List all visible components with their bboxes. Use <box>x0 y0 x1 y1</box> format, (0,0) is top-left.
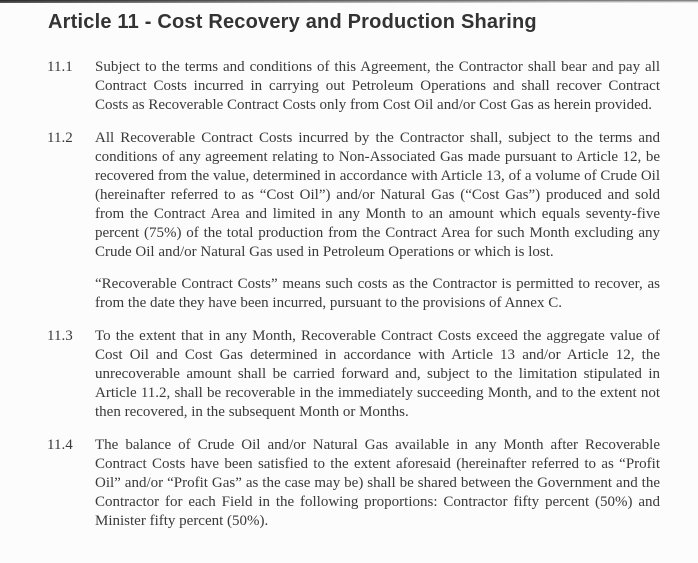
clause-number: 11.3 <box>47 328 73 344</box>
clause-number: 11.1 <box>47 59 73 75</box>
clause-11-3 <box>47 327 660 422</box>
clause-number: 11.4 <box>47 437 73 453</box>
clause-number: 11.2 <box>47 130 73 146</box>
clause-paragraph: To the extent that in any Month, Recoverable Contract Costs exceed the aggregate value of Cost Oil and Cost Gas determined in accordance with Article 13 and/or Article 12, the unrecoverable amount shall be carried forward and, subject to the limitation stipulated in Article 11.2, shall be recoverable in the immediately succeeding Month, and to the extent not then recovered, in the subsequent Month or Months. <box>95 328 660 420</box>
clause-11-4 <box>47 436 660 531</box>
clause-body <box>95 129 660 313</box>
clause-body <box>95 327 660 422</box>
clause-subparagraph: “Recoverable Contract Costs” means such costs as the Contractor is permitted to recover, as from the date they have been incurred, pursuant to the provisions of Annex C. <box>95 276 660 311</box>
clause-paragraph: All Recoverable Contract Costs incurred by the Contractor shall, subject to the terms and conditions of any agreement relating to Non-Associated Gas made pursuant to Article 12, be recovered from the value, determined in accordance with Article 13, of a volume of Crude Oil (hereinafter referred to as “Cost Oil”) and/or Natural Gas (“Cost Gas”) produced and sold from the Contract Area and limited in any Month to an amount which equals seventy-five percent (75%) of the total production from the Contract Area for such Month excluding any Crude Oil and/or Natural Gas used in Petroleum Operations or which is lost. <box>95 130 660 260</box>
clause-body <box>95 436 660 531</box>
clause-11-1 <box>47 58 660 115</box>
clause-11-2 <box>47 129 660 313</box>
scan-edge-artifact <box>0 0 698 3</box>
clause-paragraph: The balance of Crude Oil and/or Natural Gas available in any Month after Recoverable Contract Costs have been satisfied to the extent aforesaid (hereinafter referred to as “Profit Oil” and/or “Profit Gas” as the case may be) shall be shared between the Government and the Contractor for each Field in the following proportions: Contractor fifty percent (50%) and Minister fifty percent (50%). <box>95 437 660 529</box>
article-title: Article 11 - Cost Recovery and Production Sharing <box>48 11 537 33</box>
clause-paragraph: Subject to the terms and conditions of this Agreement, the Contractor shall bear and pay all Contract Costs incurred in carrying out Petroleum Operations and shall recover Contract Costs as Recoverable Contract Costs only from Cost Oil and/or Cost Gas as herein provided. <box>95 59 660 113</box>
clause-body <box>95 58 660 115</box>
